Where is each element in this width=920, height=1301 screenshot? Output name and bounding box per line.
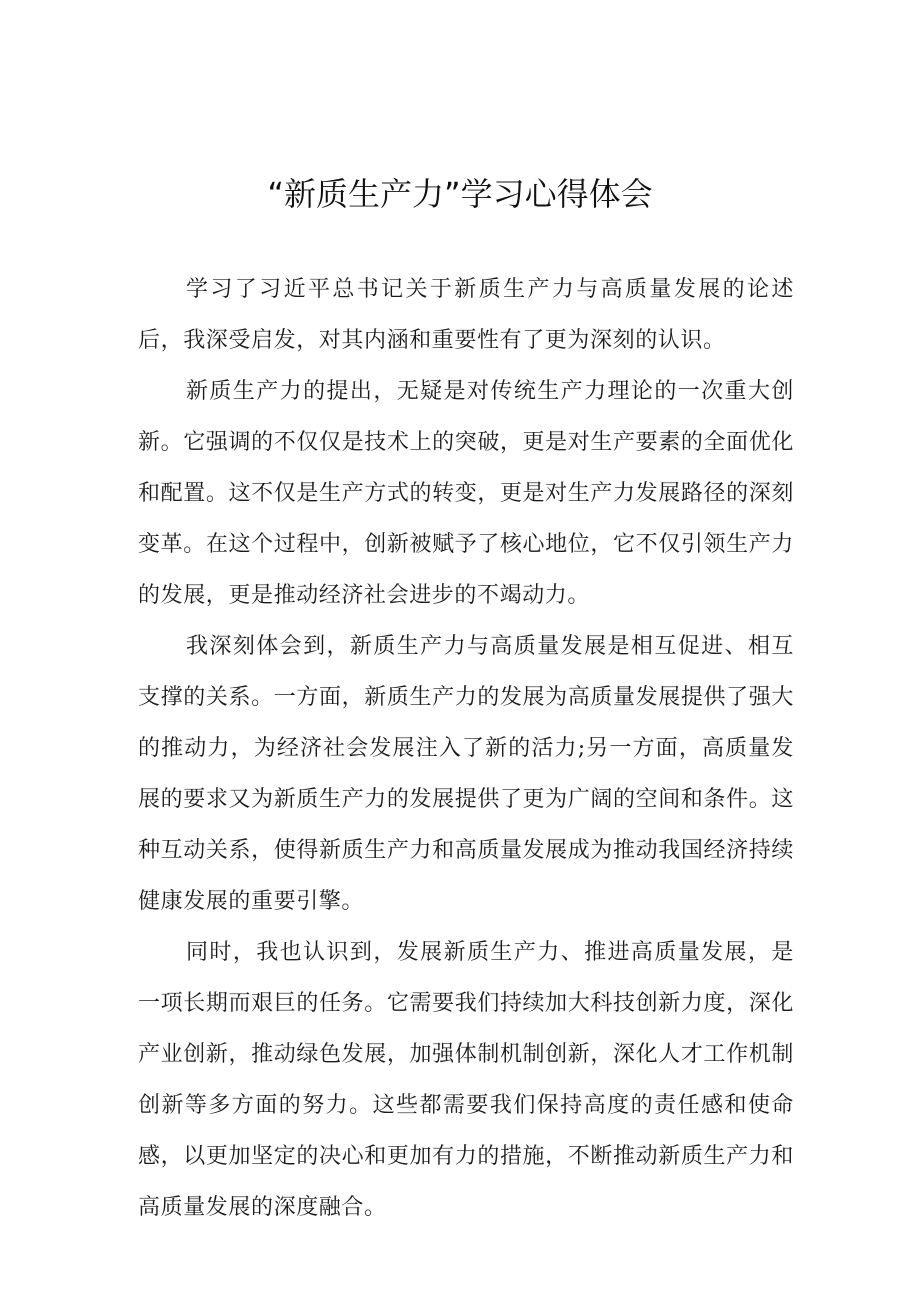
paragraph-4: 同时，我也认识到，发展新质生产力、推进高质量发展，是一项长期而艰巨的任务。它需要我们持续加大科技创新力度，深化产业创新，推动绿色发展，加强体制机制创新，深化人才工作机制创新等多方面的努力。这些都需要我们保持高度的责任感和使命感，以更加坚定的决心和更加有力的措施，不断推动新质生产力和高质量发展的深度融合。	[138, 940, 794, 1220]
document-body	[138, 264, 794, 1233]
paragraph-3: 我深刻体会到，新质生产力与高质量发展是相互促进、相互支撑的关系。一方面，新质生产力的发展为高质量发展提供了强大的推动力，为经济社会发展注入了新的活力;另一方面，高质量发展的要求又为新质生产力的发展提供了更为广阔的空间和条件。这种互动关系，使得新质生产力和高质量发展成为推动我国经济持续健康发展的重要引擎。	[138, 634, 794, 914]
paragraph-2: 新质生产力的提出，无疑是对传统生产力理论的一次重大创新。它强调的不仅仅是技术上的突破，更是对生产要素的全面优化和配置。这不仅是生产方式的转变，更是对生产力发展路径的深刻变革。在这个过程中，创新被赋予了核心地位，它不仅引领生产力的发展，更是推动经济社会进步的不竭动力。	[138, 379, 794, 608]
document-title: “新质生产力”学习心得体会	[267, 175, 653, 213]
paragraph-1: 学习了习近平总书记关于新质生产力与高质量发展的论述后，我深受启发，对其内涵和重要性有了更为深刻的认识。	[138, 277, 794, 353]
